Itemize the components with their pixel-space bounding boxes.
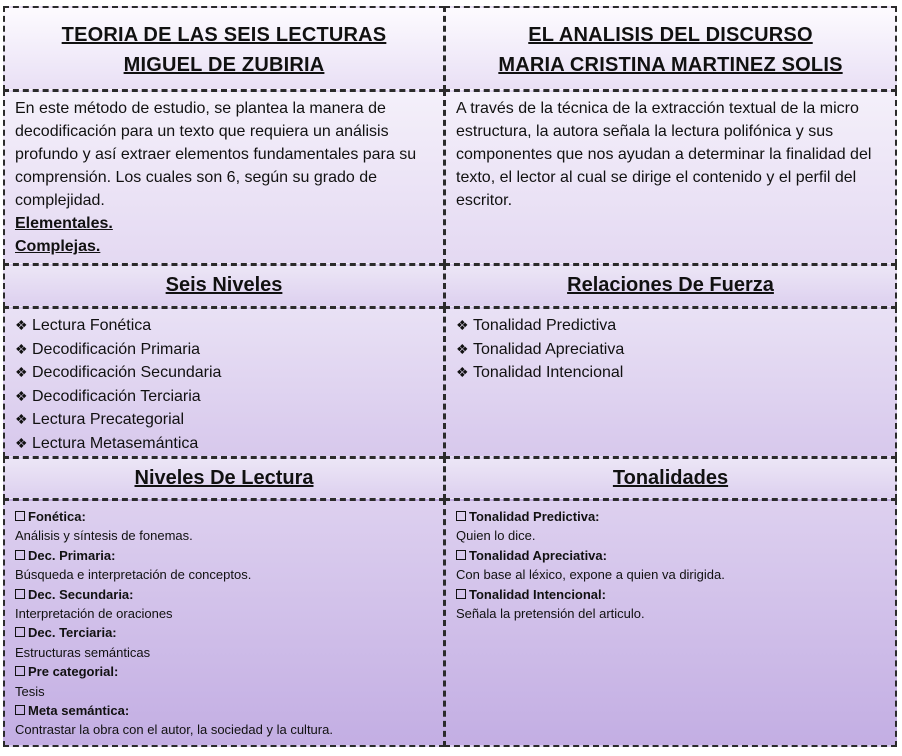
relaciones-header-cell — [444, 264, 897, 308]
checkbox-bullet-icon — [15, 627, 25, 637]
list-item-label: Tonalidad Apreciativa — [473, 340, 625, 358]
list-item — [456, 361, 885, 385]
left-header-cell — [3, 6, 445, 91]
left-intro-text: En este método de estudio, se plantea la manera de decodificación para un texto que requiera un análisis profundo y así extraer elementos fundamentales para su comprensión. Los cuales son 6, según su grado de complejidad. — [15, 100, 417, 209]
diamond-bullet-icon: ❖ — [15, 411, 28, 427]
tonalidades-cell — [444, 499, 897, 747]
right-header-title — [446, 8, 895, 80]
diamond-bullet-icon: ❖ — [456, 317, 469, 333]
list-item-desc: Quien lo dice. — [456, 528, 536, 544]
diamond-bullet-icon: ❖ — [456, 364, 469, 380]
seis-niveles-header-cell — [3, 264, 445, 308]
list-item-label: Decodificación Terciaria — [32, 387, 201, 405]
right-header-cell — [444, 6, 897, 91]
diamond-bullet-icon: ❖ — [15, 317, 28, 333]
list-item-label: Tonalidad Predictiva — [473, 317, 617, 334]
relaciones-title: Relaciones De Fuerza — [567, 274, 774, 296]
relaciones-cell — [444, 307, 897, 458]
diamond-bullet-icon: ❖ — [15, 340, 28, 357]
list-item-desc: Tesis — [15, 683, 45, 699]
list-item-title: Dec. Terciaria: — [15, 623, 433, 642]
list-item-label: Tonalidad Intencional — [473, 364, 624, 381]
list-item-desc: Señala la pretensión del articulo. — [456, 606, 645, 622]
right-intro-text: A través de la técnica de la extracción textual de la micro estructura, la autora señala la lectura polifónica y sus componentes que nos ayudan a determinar la finalidad del texto, el lector al cual se dirige el contenido y el perfil del escritor. — [456, 100, 872, 209]
list-item-desc: Estructuras semánticas — [15, 644, 151, 660]
right-intro — [446, 92, 895, 212]
list-item — [15, 314, 433, 338]
link-elementales[interactable]: Elementales. — [15, 215, 113, 232]
checkbox-bullet-icon — [15, 705, 25, 715]
list-item-desc: Contrastar la obra con el autor, la sociedad y la cultura. — [15, 722, 333, 738]
list-item-title: Meta semántica: — [15, 701, 433, 720]
niveles-lectura-cell — [3, 499, 445, 747]
list-item-label: Lectura Precategorial — [32, 411, 185, 428]
list-item — [15, 432, 433, 456]
list-item-label: Decodificación Primaria — [32, 340, 201, 358]
list-item-desc: Búsqueda e interpretación de conceptos. — [15, 567, 252, 583]
niveles-lectura-list — [5, 501, 443, 740]
right-header-line2: MARIA CRISTINA MARTINEZ SOLIS — [498, 54, 843, 76]
right-intro-cell — [444, 90, 897, 265]
list-item-title: Tonalidad Intencional: — [456, 585, 885, 604]
seis-niveles-list — [5, 309, 443, 455]
list-item-desc: Con base al léxico, expone a quien va dirigida. — [456, 567, 725, 583]
comparison-table — [3, 6, 896, 746]
link-complejas[interactable]: Complejas. — [15, 238, 101, 255]
diamond-bullet-icon: ❖ — [15, 434, 28, 451]
list-item — [15, 408, 433, 432]
tonalidades-title: Tonalidades — [612, 467, 729, 489]
diamond-bullet-icon: ❖ — [15, 364, 28, 380]
left-header-line1: TEORIA DE LAS SEIS LECTURAS — [61, 24, 387, 46]
diamond-bullet-icon: ❖ — [456, 340, 469, 357]
list-item-title: Dec. Secundaria: — [15, 585, 433, 604]
seis-niveles-cell — [3, 307, 445, 458]
list-item-title: Pre categorial: — [15, 662, 433, 681]
left-header-title — [5, 8, 443, 80]
checkbox-bullet-icon — [456, 511, 466, 521]
checkbox-bullet-icon — [15, 511, 25, 521]
checkbox-bullet-icon — [15, 589, 25, 599]
list-item — [15, 385, 433, 409]
tonalidades-header-cell — [444, 457, 897, 500]
list-item — [456, 338, 885, 362]
checkbox-bullet-icon — [456, 589, 466, 599]
seis-niveles-title: Seis Niveles — [165, 274, 283, 296]
niveles-lectura-title: Niveles De Lectura — [134, 467, 314, 489]
relaciones-list — [446, 309, 895, 385]
list-item — [15, 338, 433, 362]
left-intro-cell — [3, 90, 445, 265]
list-item-title: Tonalidad Apreciativa: — [456, 546, 885, 565]
list-item — [456, 314, 885, 338]
list-item-title: Tonalidad Predictiva: — [456, 507, 885, 526]
left-header-line2: MIGUEL DE ZUBIRIA — [123, 54, 325, 76]
list-item-title: Dec. Primaria: — [15, 546, 433, 565]
list-item-label: Lectura Fonética — [32, 317, 152, 334]
tonalidades-list — [446, 501, 895, 623]
left-intro — [5, 92, 443, 258]
checkbox-bullet-icon — [456, 550, 466, 560]
checkbox-bullet-icon — [15, 550, 25, 560]
list-item-label: Lectura Metasemántica — [32, 434, 199, 452]
list-item-label: Decodificación Secundaria — [32, 364, 222, 381]
list-item-title: Fonética: — [15, 507, 433, 526]
list-item — [15, 361, 433, 385]
list-item-desc: Análisis y síntesis de fonemas. — [15, 528, 193, 544]
diamond-bullet-icon: ❖ — [15, 387, 28, 404]
right-header-line1: EL ANALISIS DEL DISCURSO — [528, 24, 813, 46]
checkbox-bullet-icon — [15, 666, 25, 676]
list-item-desc: Interpretación de oraciones — [15, 606, 173, 622]
niveles-lectura-header-cell — [3, 457, 445, 500]
